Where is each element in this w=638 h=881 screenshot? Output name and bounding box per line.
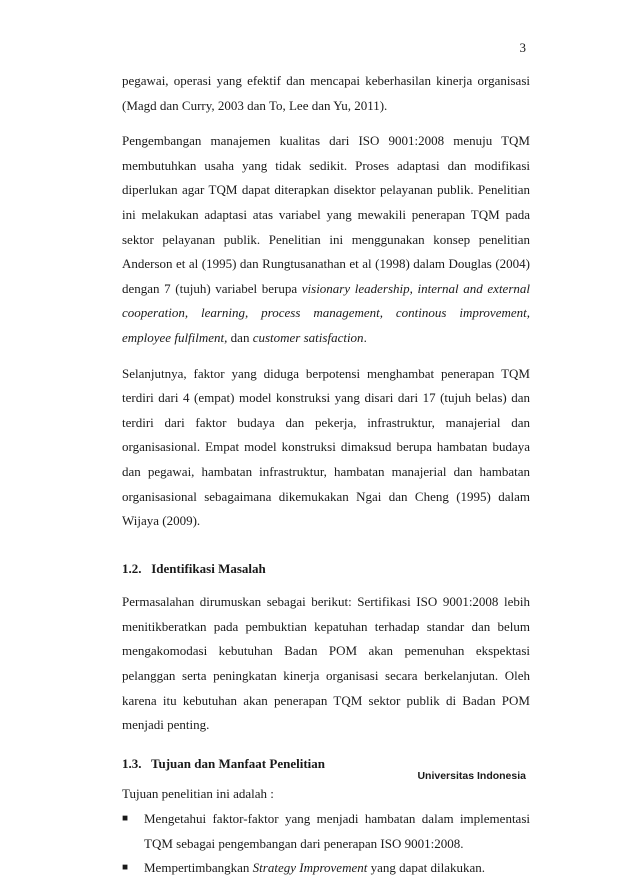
list-item-text: Mengetahui faktor-faktor yang menjadi hambatan dalam implementasi TQM sebagai pengembangan dari penerapan ISO 9001:2008. bbox=[144, 811, 530, 851]
paragraph-2-text-a: Pengembangan manajemen kualitas dari ISO 9001:2008 menuju TQM membutuhkan usaha yang tidak sedikit. Proses adaptasi dan modifikasi diperlukan agar TQM dapat diterapkan disektor pelayanan publik. Penelitian ini melakukan adaptasi atas variabel yang mewakili penerapan TQM pada sektor pelayanan publik. Penelitian ini menggunakan konsep penelitian Anderson et al (1995) dan Rungtusanathan et al (1998) dalam Douglas (2004) dengan 7 (tujuh) variabel berupa bbox=[122, 133, 530, 296]
paragraph-2-text-b: dan bbox=[227, 329, 253, 345]
section-number: 1.2. bbox=[122, 560, 142, 576]
square-bullet-icon: ■ bbox=[122, 862, 129, 874]
paragraph-2-text-c: . bbox=[363, 329, 367, 345]
section-title: Identifikasi Masalah bbox=[151, 560, 266, 576]
paragraph-2 bbox=[122, 129, 530, 350]
footer-university: Universitas Indonesia bbox=[417, 770, 526, 782]
paragraph-2-customer-satisfaction: customer satisfaction bbox=[252, 329, 364, 345]
document-body bbox=[122, 69, 530, 881]
page-number: 3 bbox=[519, 40, 526, 55]
list-item-text-b: yang dapat dilakukan. bbox=[367, 860, 486, 876]
goals-list bbox=[122, 807, 530, 881]
section-number: 1.3. bbox=[122, 755, 142, 771]
list-item bbox=[122, 856, 530, 881]
list-item-text-a: Mempertimbangkan bbox=[144, 860, 253, 876]
square-bullet-icon: ■ bbox=[122, 813, 129, 825]
paragraph-2-variables: visionary leadership, internal and external cooperation, learning, process management, continous improvement, employee fulfilment, bbox=[122, 280, 530, 345]
list-item-italic: Strategy Improvement bbox=[252, 860, 368, 876]
section-title: Tujuan dan Manfaat Penelitian bbox=[151, 755, 325, 771]
section-1-2-body: Permasalahan dirumuskan sebagai berikut: Sertifikasi ISO 9001:2008 lebih menitikberatkan pada pembuktian kepatuhan terhadap standar dan belum mengakomodasi kebutuhan Badan POM akan pemenuhan ekspektasi pelanggan serta peningkatan kinerja organisasi secara berkelanjutan. Oleh karena itu kebutuhan akan penerapan TQM sektor publik di Badan POM menjadi penting. bbox=[122, 594, 530, 733]
section-1-3-intro: Tujuan penelitian ini adalah : bbox=[122, 786, 274, 802]
paragraph-3: Selanjutnya, faktor yang diduga berpotensi menghambat penerapan TQM terdiri dari 4 (empat) model konstruksi yang disari dari 17 (tujuh belas) dan terdiri dari faktor budaya dan pekerja, infrastruktur, manajerial dan organisasional. Empat model konstruksi dimaksud berupa hambatan budaya dan pegawai, hambatan infrastruktur, hambatan manajerial dan hambatan organisasional sebagaimana dikemukakan Ngai dan Cheng (1995) dalam Wijaya (2009). bbox=[122, 365, 530, 529]
list-item bbox=[122, 807, 530, 856]
section-heading-1-2 bbox=[122, 557, 530, 582]
paragraph-1: pegawai, operasi yang efektif dan mencapai keberhasilan kinerja organisasi (Magd dan Curry, 2003 dan To, Lee dan Yu, 2011). bbox=[122, 73, 530, 113]
